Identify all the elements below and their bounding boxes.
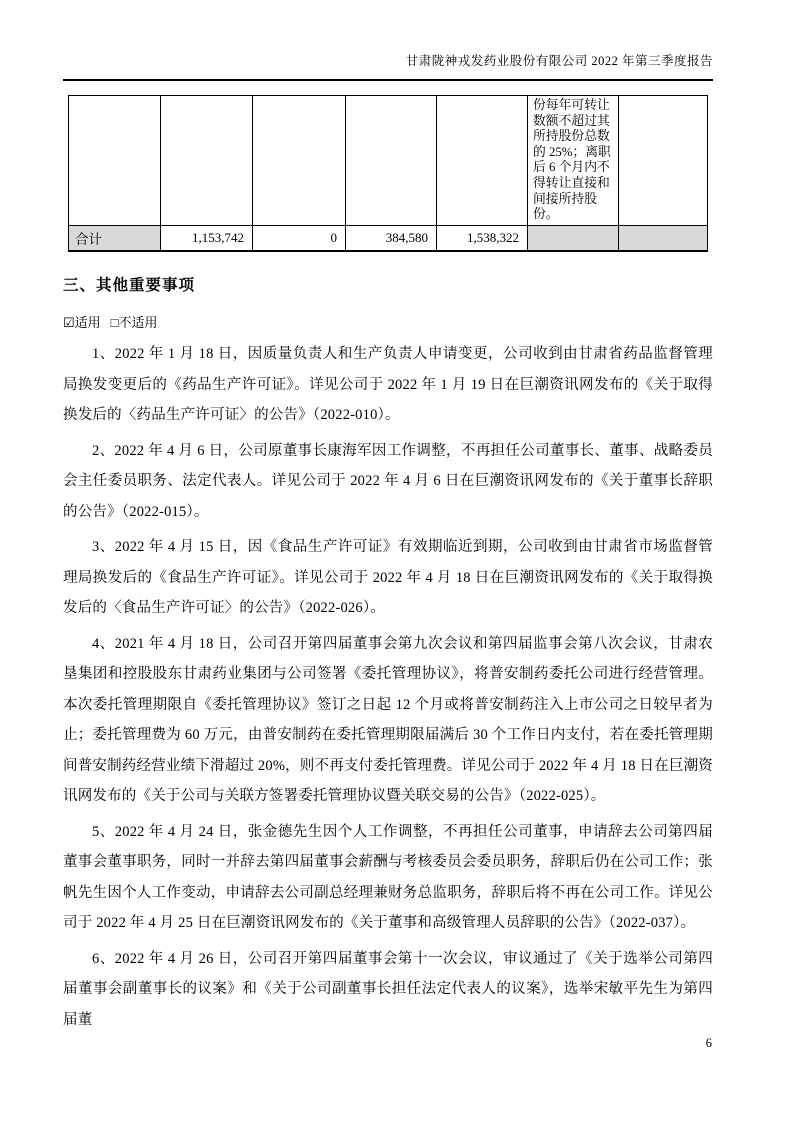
paragraph-5: 5、2022 年 4 月 24 日，张金德先生因个人工作调整，不再担任公司董事，申请辞去公司第四届董事会董事职务，同时一并辞去第四届董事会薪酬与考核委员会委员职务，辞职后仍在公司工作；张帆先生因个人工作变动，申请辞去公司副总经理兼财务总监职务，辞职后将不再在公司工作。详见公司于 2022 年 4 月 25 日在巨潮资讯网发布的《关于董事和高级管理人员辞职的公告》（2022-037）。 (63, 823, 713, 932)
total-value-3: 384,580 (346, 225, 437, 251)
body-text (63, 339, 713, 1035)
paragraph-2: 2、2022 年 4 月 6 日，公司原董事长康海军因工作调整，不再担任公司董事长、董事、战略委员会主任委员职务、法定代表人。详见公司于 2022 年 4 月 6 日在巨潮资讯网发布的《关于董事长辞职的公告》（2022-015）。 (63, 442, 713, 520)
total-row-label: 合计 (69, 225, 161, 251)
page-number: 6 (705, 1036, 712, 1050)
table-cell-empty-gray (619, 225, 708, 251)
table-cell-empty (437, 96, 528, 226)
applicable-label: 适用 (74, 315, 101, 331)
table-row-total (69, 225, 708, 251)
table-cell-empty (619, 96, 708, 226)
total-value-2: 0 (253, 225, 346, 251)
section-heading: 三、其他重要事项 (63, 277, 196, 295)
paragraph-6: 6、2022 年 4 月 26 日，公司召开第四届董事会第十一次会议，审议通过了《关于选举公司第四届董事会副董事长的议案》和《关于公司副董事长担任法定代表人的议案》，选举宋敏平先生为第四届董 (63, 950, 713, 1028)
content-area (63, 0, 713, 1040)
paragraph-3: 3、2022 年 4 月 15 日，因《食品生产许可证》有效期临近到期，公司收到由甘肃省市场监督管理局换发后的《食品生产许可证》。详见公司于 2022 年 4 月 18 日在巨潮资讯网发布的《关于取得换发后的〈食品生产许可证〉的公告》（2022-026）。 (63, 539, 713, 617)
applicability-line (63, 312, 713, 331)
table-cell-empty-gray (528, 225, 619, 251)
table-cell-empty (253, 96, 346, 226)
restricted-shares-table (68, 95, 708, 252)
table-cell-empty (346, 96, 437, 226)
share-transfer-restriction-note: 份每年可转让数额不超过其所持股份总数的 25%；离职后 6 个月内不得转让直接和间接所持股份。 (528, 96, 619, 226)
paragraph-1: 1、2022 年 1 月 18 日，因质量负责人和生产负责人申请变更，公司收到由甘肃省药品监督管理局换发变更后的《药品生产许可证》。详见公司于 2022 年 1 月 19 日在巨潮资讯网发布的《关于取得换发后的〈药品生产许可证〉的公告》（2022-010）。 (63, 346, 713, 424)
page-header (63, 0, 713, 70)
total-value-1: 1,153,742 (161, 225, 253, 251)
unchecked-checkbox-icon: □ (110, 315, 119, 331)
table-cell-empty (161, 96, 253, 226)
checked-checkbox-icon: ☑ (63, 315, 75, 331)
header-rule (63, 79, 713, 81)
report-title: 甘肃陇神戎发药业股份有限公司 2022 年第三季度报告 (405, 54, 713, 68)
not-applicable-label: 不适用 (118, 315, 158, 331)
table-cell-empty (69, 96, 161, 226)
total-value-4: 1,538,322 (437, 225, 528, 251)
paragraph-4: 4、2021 年 4 月 18 日，公司召开第四届董事会第九次会议和第四届监事会第八次会议，甘肃农垦集团和控股股东甘肃药业集团与公司签署《委托管理协议》，将普安制药委托公司进行经营管理。本次委托管理期限自《委托管理协议》签订之日起 12 个月或将普安制药注入上市公司之日较早者为止；委托管理费为 60 万元，由普安制药在委托管理期限届满后 30 个工作日内支付，若在委托管理期间普安制药经营业绩下滑超过 20%，则不再支付委托管理费。详见公司于 2022 年 4 月 18 日在巨潮资讯网发布的《关于公司与关联方签署委托管理协议暨关联交易的公告》（2022-025）。 (63, 635, 713, 805)
table-row (69, 96, 708, 226)
